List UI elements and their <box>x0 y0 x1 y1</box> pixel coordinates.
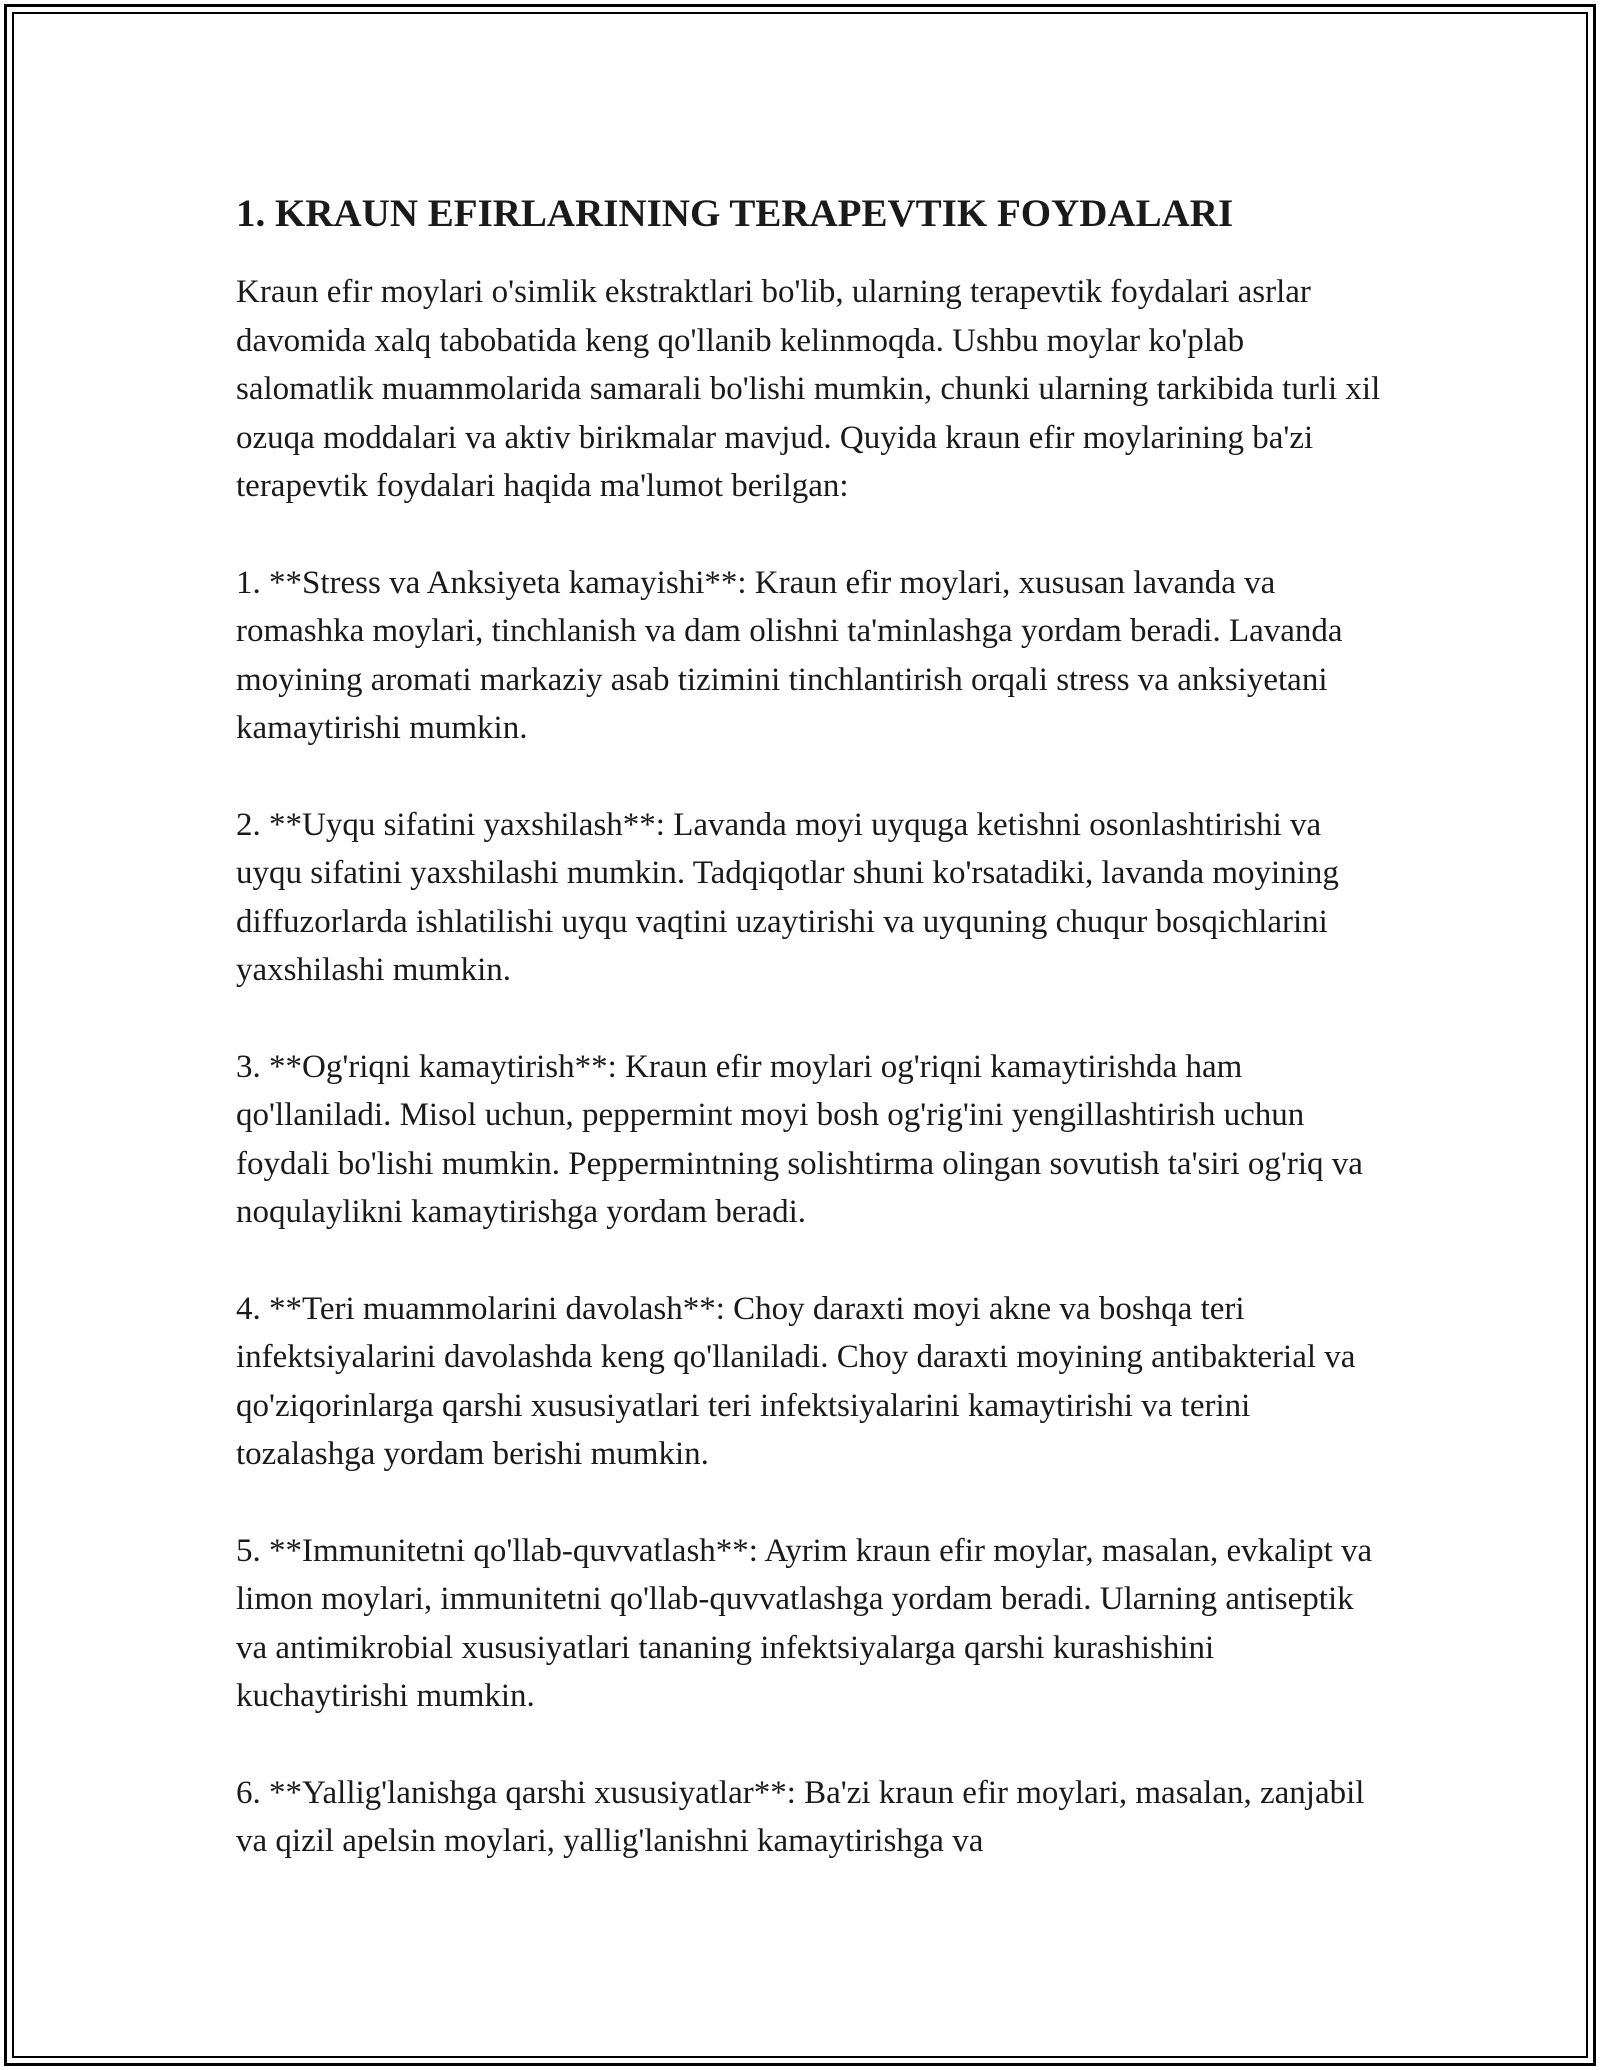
intro-paragraph: Kraun efir moylari o'simlik ekstraktlari bo'lib, ularning terapevtik foydalari asrlar davomida xalq tabobatida keng qo'llanib kelinmoqda. Ushbu moylar ko'plab salomatlik muammolarida samarali bo'lishi mumkin, chunki ularning tarkibida turli xil ozuqa moddalari va aktiv birikmalar mavjud. Quyida kraun efir moylarining ba'zi terapevtik foydalari haqida ma'lumot berilgan: <box>236 274 1381 504</box>
list-item-skin: 4. **Teri muammolarini davolash**: Choy daraxti moyi akne va boshqa teri infektsiyalarini davolashda keng qo'llaniladi. Choy daraxti moyining antibakterial va qo'ziqorinlarga qarshi xususiyatlari teri infektsiyalarini kamaytirishi va terini tozalashga yordam berishi mumkin. <box>236 1290 1356 1472</box>
list-item-immunity: 5. **Immunitetni qo'llab-quvvatlash**: Ayrim kraun efir moylar, masalan, evkalipt va limon moylari, immunitetni qo'llab-quvvatlashga yordam beradi. Ularning antiseptik va antimikrobial xususiyatlari tananing infektsiyalarga qarshi kurashishini kuchaytirishi mumkin. <box>236 1532 1373 1714</box>
document-body <box>236 186 1386 1914</box>
list-item-pain: 3. **Og'riqni kamaytirish**: Kraun efir moylari og'riqni kamaytirishda ham qo'llaniladi. Misol uchun, peppermint moyi bosh og'rig'ini yengillashtirish uchun foydali bo'lishi mumkin. Peppermintning solishtirma olingan sovutish ta'siri og'riq va noqulaylikni kamaytirishga yordam beradi. <box>236 1048 1363 1230</box>
document-title: 1. KRAUN EFIRLARINING TERAPEVTIK FOYDALARI <box>236 192 1234 235</box>
list-item-inflammation: 6. **Yallig'lanishga qarshi xususiyatlar**: Ba'zi kraun efir moylari, masalan, zanjabil va qizil apelsin moylari, yallig'lanishni kamaytirishga va <box>236 1774 1365 1859</box>
list-item-stress: 1. **Stress va Anksiyeta kamayishi**: Kraun efir moylari, xususan lavanda va romashka moylari, tinchlanish va dam olishni ta'minlashga yordam beradi. Lavanda moyining aromati markaziy asab tizimini tinchlantirish orqali stress va anksiyetani kamaytirishi mumkin. <box>236 564 1343 746</box>
list-item-sleep: 2. **Uyqu sifatini yaxshilash**: Lavanda moyi uyquga ketishni osonlashtirishi va uyqu sifatini yaxshilashi mumkin. Tadqiqotlar shuni ko'rsatadiki, lavanda moyining diffuzorlarda ishlatilishi uyqu vaqtini uzaytirishi va uyquning chuqur bosqichlarini yaxshilashi mumkin. <box>236 806 1339 988</box>
